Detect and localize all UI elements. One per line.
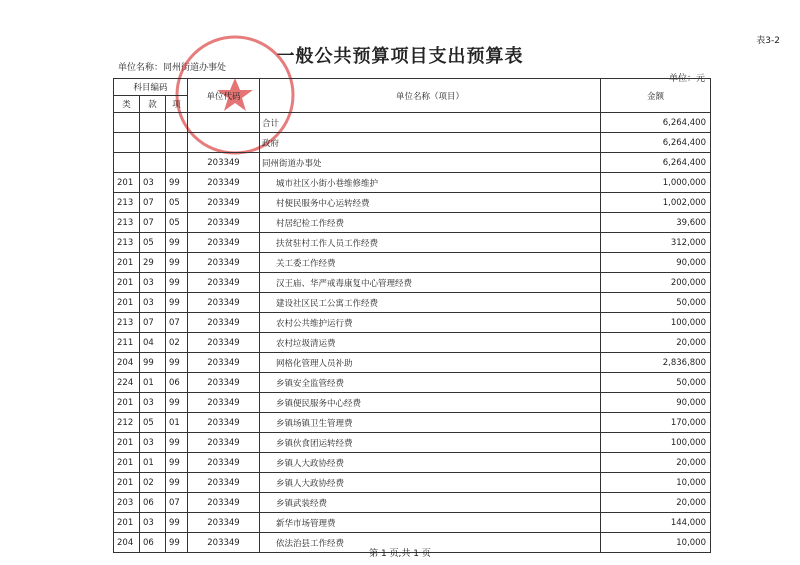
table-row: [114, 453, 711, 473]
lei-cell: 201: [114, 253, 140, 273]
lei-cell: 201: [114, 173, 140, 193]
unit-code-cell: 203349: [188, 313, 260, 333]
amount-cell: 10,000: [601, 473, 711, 493]
amount-cell: 200,000: [601, 273, 711, 293]
xiang-cell: [166, 113, 188, 133]
amount-cell: 20,000: [601, 333, 711, 353]
unit-code-cell: 203349: [188, 213, 260, 233]
amount-cell: 50,000: [601, 373, 711, 393]
kuan-cell: [140, 153, 166, 173]
kuan-cell: 04: [140, 333, 166, 353]
table-row: [114, 293, 711, 313]
kuan-cell: 07: [140, 193, 166, 213]
amount-cell: 50,000: [601, 293, 711, 313]
table-row: [114, 413, 711, 433]
kuan-cell: 03: [140, 513, 166, 533]
amount-cell: 312,000: [601, 233, 711, 253]
project-name-cell: 农村公共维护运行费: [260, 313, 601, 333]
project-name-cell: 乡镇人大政协经费: [260, 453, 601, 473]
table-row: [114, 233, 711, 253]
amount-cell: 20,000: [601, 453, 711, 473]
lei-cell: 204: [114, 353, 140, 373]
amount-cell: 6,264,400: [601, 113, 711, 133]
project-name-cell: 农村垃圾清运费: [260, 333, 601, 353]
lei-cell: 224: [114, 373, 140, 393]
lei-cell: 201: [114, 513, 140, 533]
lei-cell: 201: [114, 433, 140, 453]
unit-code-cell: 203349: [188, 513, 260, 533]
xiang-cell: 99: [166, 453, 188, 473]
unit-code-cell: 203349: [188, 413, 260, 433]
table-row: [114, 333, 711, 353]
unit-code-cell: 203349: [188, 533, 260, 553]
unit-code-cell: 203349: [188, 153, 260, 173]
lei-cell: 213: [114, 193, 140, 213]
amount-cell: 100,000: [601, 433, 711, 453]
unit-code-cell: 203349: [188, 193, 260, 213]
amount-cell: 90,000: [601, 393, 711, 413]
unit-code-cell: 203349: [188, 173, 260, 193]
lei-cell: 203: [114, 493, 140, 513]
lei-cell: [114, 153, 140, 173]
lei-cell: 211: [114, 333, 140, 353]
unit-code-header: 单位代码: [188, 79, 260, 113]
project-name-cell: 村居纪检工作经费: [260, 213, 601, 233]
project-name-cell: 合计: [260, 113, 601, 133]
project-name-cell: 城市社区小街小巷维修维护: [260, 173, 601, 193]
kuan-cell: 07: [140, 213, 166, 233]
amount-cell: 6,264,400: [601, 133, 711, 153]
currency-unit-label: 单位：元: [668, 74, 705, 84]
unit-code-cell: 203349: [188, 233, 260, 253]
lei-cell: 201: [114, 473, 140, 493]
amount-cell: 144,000: [601, 513, 711, 533]
kuan-cell: 29: [140, 253, 166, 273]
lei-cell: 201: [114, 293, 140, 313]
lei-cell: 213: [114, 233, 140, 253]
project-name-cell: 乡镇便民服务中心经费: [260, 393, 601, 413]
xiang-cell: 99: [166, 273, 188, 293]
table-row: [114, 173, 711, 193]
project-name-cell: 扶贫驻村工作人员工作经费: [260, 233, 601, 253]
project-name-cell: 乡镇人大政协经费: [260, 473, 601, 493]
xiang-cell: [166, 153, 188, 173]
xiang-header: 项: [166, 96, 188, 113]
project-name-cell: 同州街道办事处: [260, 153, 601, 173]
lei-cell: 201: [114, 393, 140, 413]
xiang-cell: 07: [166, 313, 188, 333]
xiang-cell: 99: [166, 433, 188, 453]
table-row: [114, 273, 711, 293]
kuan-cell: 02: [140, 473, 166, 493]
project-name-cell: 乡镇安全监管经费: [260, 373, 601, 393]
project-name-cell: 建设社区民工公寓工作经费: [260, 293, 601, 313]
project-name-cell: 政府: [260, 133, 601, 153]
page-title: 一般公共预算项目支出预算表: [276, 46, 524, 67]
lei-cell: 204: [114, 533, 140, 553]
project-name-cell: 汉王庙、华严戒毒康复中心管理经费: [260, 273, 601, 293]
xiang-cell: 07: [166, 493, 188, 513]
unit-name-label: 单位名称：同州街道办事处: [118, 63, 227, 73]
document-code: 表3-2: [756, 36, 780, 46]
project-name-cell: 依法治县工作经费: [260, 533, 601, 553]
table-row: [114, 213, 711, 233]
kuan-cell: 03: [140, 273, 166, 293]
xiang-cell: 99: [166, 533, 188, 553]
table-row: [114, 493, 711, 513]
amount-cell: 170,000: [601, 413, 711, 433]
table-row: [114, 433, 711, 453]
kuan-cell: 03: [140, 293, 166, 313]
kuan-cell: 06: [140, 493, 166, 513]
table-row: [114, 113, 711, 133]
kuan-cell: 05: [140, 233, 166, 253]
xiang-cell: 99: [166, 233, 188, 253]
kuan-cell: 03: [140, 173, 166, 193]
kuan-cell: [140, 113, 166, 133]
unit-code-cell: 203349: [188, 453, 260, 473]
kuan-cell: 99: [140, 353, 166, 373]
unit-code-cell: 203349: [188, 433, 260, 453]
xiang-cell: [166, 133, 188, 153]
table-row: [114, 373, 711, 393]
project-name-cell: 新华市场管理费: [260, 513, 601, 533]
xiang-cell: 99: [166, 293, 188, 313]
lei-cell: 213: [114, 313, 140, 333]
lei-cell: 213: [114, 213, 140, 233]
table-row: [114, 153, 711, 173]
xiang-cell: 99: [166, 473, 188, 493]
table-row: [114, 253, 711, 273]
unit-code-cell: [188, 133, 260, 153]
xiang-cell: 99: [166, 253, 188, 273]
lei-cell: [114, 133, 140, 153]
lei-cell: [114, 113, 140, 133]
kuan-cell: 06: [140, 533, 166, 553]
table-row: [114, 393, 711, 413]
amount-cell: 100,000: [601, 313, 711, 333]
unit-code-cell: 203349: [188, 293, 260, 313]
xiang-cell: 99: [166, 353, 188, 373]
page-footer: 第 1 页,共 1 页: [369, 549, 431, 559]
table-row: [114, 473, 711, 493]
amount-cell: 39,600: [601, 213, 711, 233]
kuan-cell: 01: [140, 453, 166, 473]
xiang-cell: 05: [166, 193, 188, 213]
amount-cell: 90,000: [601, 253, 711, 273]
unit-code-cell: 203349: [188, 253, 260, 273]
lei-header: 类: [114, 96, 140, 113]
project-name-cell: 村便民服务中心运转经费: [260, 193, 601, 213]
table-row: [114, 193, 711, 213]
kuan-header: 款: [140, 96, 166, 113]
category-code-header: 科目编码: [114, 79, 188, 96]
kuan-cell: 07: [140, 313, 166, 333]
unit-code-cell: 203349: [188, 473, 260, 493]
amount-cell: 1,002,000: [601, 193, 711, 213]
xiang-cell: 01: [166, 413, 188, 433]
project-name-cell: 网格化管理人员补助: [260, 353, 601, 373]
unit-code-cell: 203349: [188, 493, 260, 513]
amount-cell: 1,000,000: [601, 173, 711, 193]
unit-code-cell: [188, 113, 260, 133]
project-name-cell: 乡镇武装经费: [260, 493, 601, 513]
xiang-cell: 99: [166, 513, 188, 533]
xiang-cell: 05: [166, 213, 188, 233]
table-row: [114, 513, 711, 533]
kuan-cell: 01: [140, 373, 166, 393]
xiang-cell: 99: [166, 173, 188, 193]
lei-cell: 212: [114, 413, 140, 433]
xiang-cell: 99: [166, 393, 188, 413]
unit-code-cell: 203349: [188, 373, 260, 393]
table-row: [114, 133, 711, 153]
amount-cell: 6,264,400: [601, 153, 711, 173]
unit-code-cell: 203349: [188, 333, 260, 353]
unit-code-cell: 203349: [188, 353, 260, 373]
kuan-cell: [140, 133, 166, 153]
project-name-cell: 乡镇伙食团运转经费: [260, 433, 601, 453]
lei-cell: 201: [114, 273, 140, 293]
amount-cell: 2,836,800: [601, 353, 711, 373]
project-name-cell: 乡镇场镇卫生管理费: [260, 413, 601, 433]
unit-code-cell: 203349: [188, 393, 260, 413]
budget-table: [113, 78, 711, 553]
kuan-cell: 05: [140, 413, 166, 433]
amount-cell: 20,000: [601, 493, 711, 513]
xiang-cell: 06: [166, 373, 188, 393]
project-name-header: 单位名称（项目）: [260, 79, 601, 113]
unit-code-cell: 203349: [188, 273, 260, 293]
table-row: [114, 313, 711, 333]
amount-header: 金额: [601, 79, 711, 113]
amount-cell: 10,000: [601, 533, 711, 553]
table-row: [114, 353, 711, 373]
lei-cell: 201: [114, 453, 140, 473]
kuan-cell: 03: [140, 433, 166, 453]
project-name-cell: 关工委工作经费: [260, 253, 601, 273]
kuan-cell: 03: [140, 393, 166, 413]
xiang-cell: 02: [166, 333, 188, 353]
